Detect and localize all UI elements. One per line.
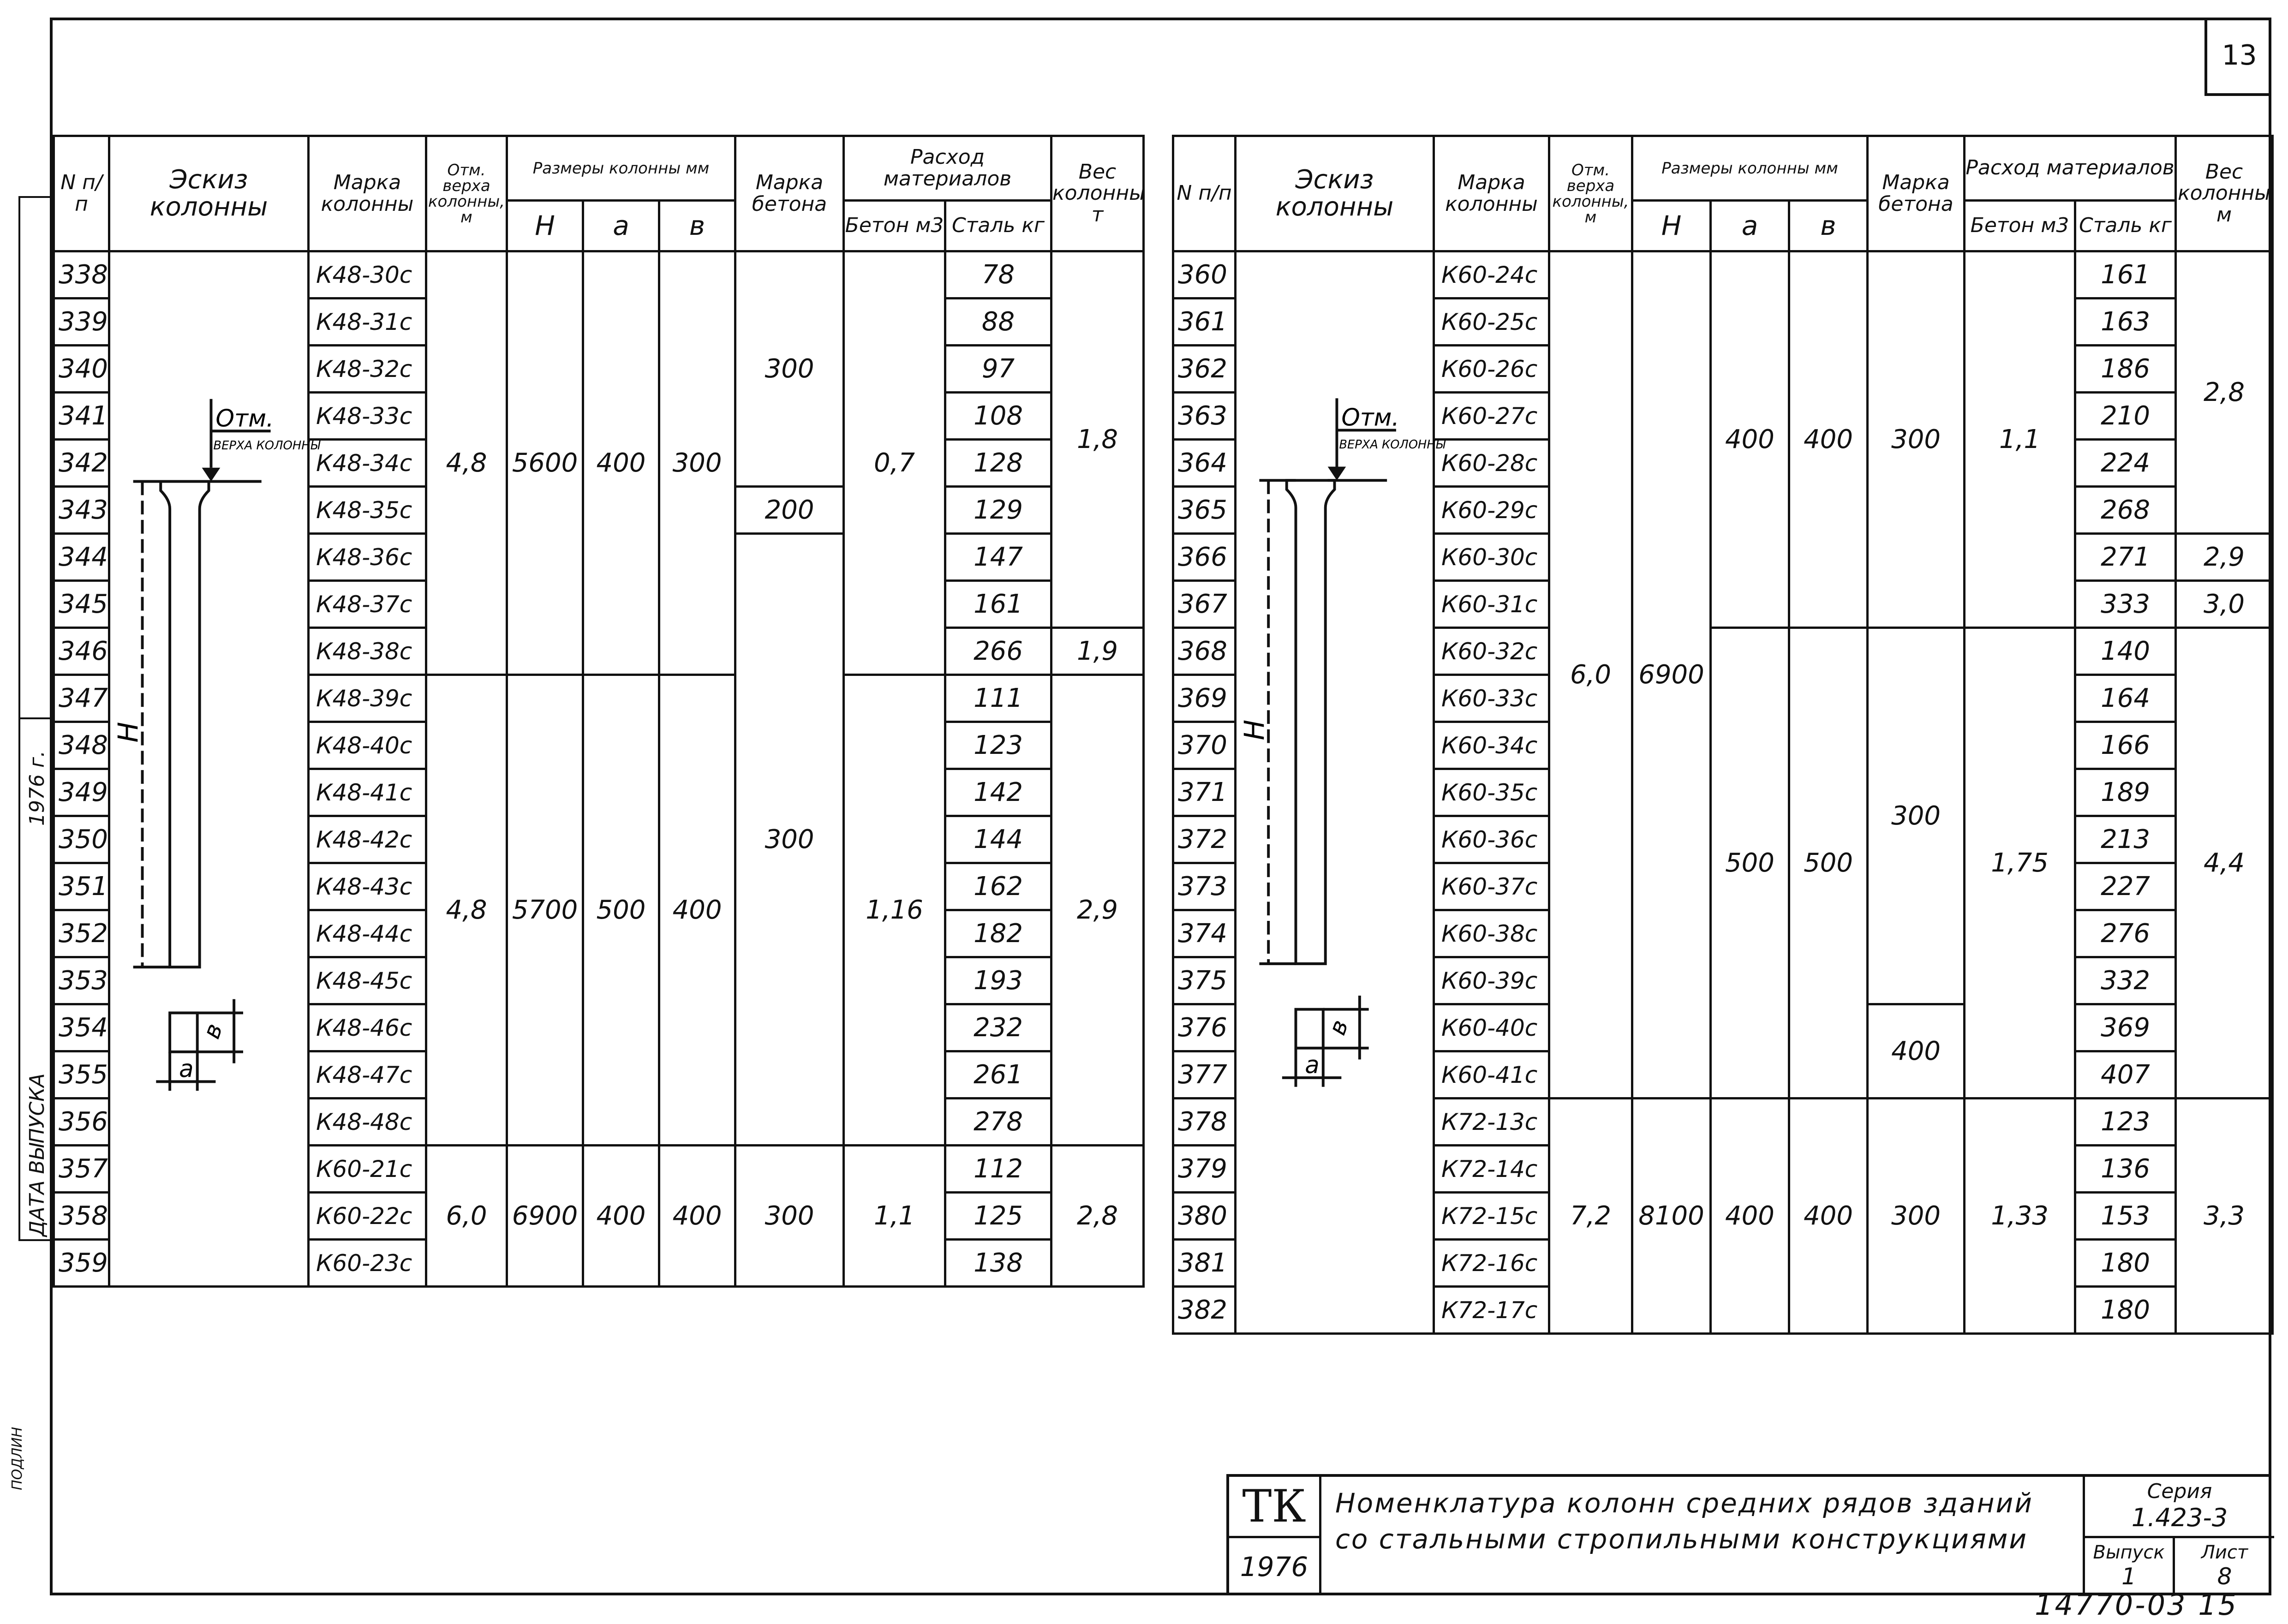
col-steel: Сталь кг <box>945 201 1051 251</box>
steel-value: 162 <box>945 863 1051 910</box>
left-columns-table <box>53 135 1145 1288</box>
steel-value: 88 <box>945 299 1051 346</box>
weight-value: 2,8 <box>1051 1146 1144 1287</box>
steel-value: 333 <box>2075 581 2176 628</box>
H-dimension-label: H <box>113 722 145 743</box>
page-number: 13 <box>2204 18 2271 96</box>
sketch-cell <box>1236 251 1446 1334</box>
steel-value: 138 <box>945 1240 1051 1287</box>
table-row <box>54 251 1144 299</box>
row-number: 366 <box>1173 534 1236 581</box>
sketch-cell <box>109 251 320 1287</box>
H-value: 6900 <box>1632 251 1711 1099</box>
steel-value: 161 <box>2075 251 2176 299</box>
steel-value: 144 <box>945 816 1051 863</box>
margin-divider <box>18 717 50 719</box>
row-number: 353 <box>54 957 109 1004</box>
col-b: в <box>659 201 735 251</box>
col-mark: Марка колонны <box>1434 136 1549 251</box>
row-number: 359 <box>54 1240 109 1287</box>
column-mark: К60-25с <box>1434 299 1549 346</box>
sheet-label: Лист <box>2201 1542 2248 1563</box>
row-number: 346 <box>54 628 109 675</box>
col-H: Н <box>1632 201 1711 251</box>
row-number: 351 <box>54 863 109 910</box>
column-mark: К48-47с <box>309 1051 426 1099</box>
H-value: 5600 <box>507 251 583 675</box>
steel-value: 142 <box>945 769 1051 816</box>
row-number: 373 <box>1173 863 1236 910</box>
concrete-value: 300 <box>1868 1099 1965 1334</box>
steel-value: 112 <box>945 1146 1051 1193</box>
column-mark: К60-31с <box>1434 581 1549 628</box>
beton-value: 1,1 <box>844 1146 945 1287</box>
steel-value: 78 <box>945 251 1051 299</box>
column-mark: К48-45с <box>309 957 426 1004</box>
column-mark: К60-39с <box>1434 957 1549 1004</box>
steel-value: 140 <box>2075 628 2176 675</box>
row-number: 369 <box>1173 675 1236 722</box>
steel-value: 271 <box>2075 534 2176 581</box>
inv-label: ПОДЛИН <box>9 1427 25 1490</box>
column-mark: К60-36с <box>1434 816 1549 863</box>
steel-value: 125 <box>945 1193 1051 1240</box>
row-number: 382 <box>1173 1287 1236 1334</box>
a-dimension-label: a <box>179 1055 194 1083</box>
column-mark: К48-42с <box>309 816 426 863</box>
a-value: 400 <box>583 1146 659 1287</box>
weight-value: 2,9 <box>1051 675 1144 1146</box>
otm-value: 6,0 <box>1549 251 1632 1099</box>
col-sketch: Эскиз колонны <box>1236 136 1434 251</box>
column-mark: К48-40с <box>309 722 426 769</box>
otm-label: Отм. <box>1341 404 1399 432</box>
column-mark: К48-39с <box>309 675 426 722</box>
steel-value: 180 <box>2075 1287 2176 1334</box>
weight-value: 4,4 <box>2176 628 2273 1099</box>
column-sketch <box>110 252 320 1285</box>
col-beton: Бетон м3 <box>1965 201 2075 251</box>
row-number: 364 <box>1173 440 1236 487</box>
col-dims <box>1632 136 1868 201</box>
row-number: 354 <box>54 1004 109 1051</box>
concrete-value: 300 <box>735 251 844 487</box>
otm-value: 7,2 <box>1549 1099 1632 1334</box>
column-mark: К60-22с <box>309 1193 426 1240</box>
column-mark: К48-34с <box>309 440 426 487</box>
column-mark: К60-37с <box>1434 863 1549 910</box>
column-mark: К48-32с <box>309 346 426 393</box>
row-number: 348 <box>54 722 109 769</box>
sheet-title-line2: со стальными стропильными конструкциями <box>1335 1523 2028 1555</box>
concrete-value: 400 <box>1868 1004 1965 1099</box>
row-number: 371 <box>1173 769 1236 816</box>
col-consumption: Расход материалов <box>1965 136 2176 201</box>
steel-value: 97 <box>945 346 1051 393</box>
otm-value: 6,0 <box>426 1146 507 1287</box>
column-mark: К48-44с <box>309 910 426 957</box>
col-otm-label: Отм. верха колонны, м <box>1552 161 1629 227</box>
row-number: 358 <box>54 1193 109 1240</box>
b-value: 300 <box>659 251 735 675</box>
row-number: 372 <box>1173 816 1236 863</box>
a-value: 400 <box>1711 251 1789 628</box>
row-number: 379 <box>1173 1146 1236 1193</box>
beton-value: 0,7 <box>844 251 945 675</box>
series-value: 1.423-3 <box>2131 1503 2228 1532</box>
steel-value: 232 <box>945 1004 1051 1051</box>
column-mark: К60-23с <box>309 1240 426 1287</box>
column-mark: К60-21с <box>309 1146 426 1193</box>
col-otm-label: Отм. верха колонны, м <box>428 161 505 227</box>
row-number: 367 <box>1173 581 1236 628</box>
concrete-value: 300 <box>1868 628 1965 1004</box>
sheet-title-line1: Номенклатура колонн средних рядов зданий <box>1335 1487 2033 1519</box>
concrete-value: 300 <box>735 534 844 1146</box>
a-dimension-label: a <box>1305 1051 1320 1080</box>
row-number: 361 <box>1173 299 1236 346</box>
row-number: 374 <box>1173 910 1236 957</box>
column-mark: К48-48с <box>309 1099 426 1146</box>
row-number: 355 <box>54 1051 109 1099</box>
weight-value: 3,3 <box>2176 1099 2273 1334</box>
weight-value: 2,9 <box>2176 534 2273 581</box>
row-number: 343 <box>54 487 109 534</box>
tk-logo: ТК <box>1229 1477 1321 1538</box>
column-mark: К48-30с <box>309 251 426 299</box>
row-number: 349 <box>54 769 109 816</box>
column-mark: К60-41с <box>1434 1051 1549 1099</box>
column-mark: К48-37с <box>309 581 426 628</box>
otm-value: 4,8 <box>426 251 507 675</box>
a-value: 400 <box>583 251 659 675</box>
H-value: 6900 <box>507 1146 583 1287</box>
column-mark: К48-31с <box>309 299 426 346</box>
column-mark: К48-41с <box>309 769 426 816</box>
steel-value: 227 <box>2075 863 2176 910</box>
col-weight: Вес колонны м <box>2176 136 2273 251</box>
col-otm <box>426 136 507 251</box>
col-consumption: Расход материалов <box>844 136 1051 201</box>
col-weight: Вес колонны т <box>1051 136 1144 251</box>
steel-value: 186 <box>2075 346 2176 393</box>
year-label: 1976 г. <box>25 750 49 826</box>
weight-value: 2,8 <box>2176 251 2273 534</box>
sheet-title <box>1335 1485 2073 1558</box>
b-value: 400 <box>1789 251 1868 628</box>
steel-value: 136 <box>2075 1146 2176 1193</box>
column-sketch <box>1237 252 1446 1332</box>
col-dims-label: Размеры колонны мм <box>1661 159 1838 178</box>
steel-value: 268 <box>2075 487 2176 534</box>
row-number: 356 <box>54 1099 109 1146</box>
a-value: 500 <box>1711 628 1789 1099</box>
date-label: ДАТА ВЫПУСКА <box>25 1073 49 1236</box>
col-steel: Сталь кг <box>2075 201 2176 251</box>
col-b: в <box>1789 201 1868 251</box>
column-mark: К48-43с <box>309 863 426 910</box>
row-number: 378 <box>1173 1099 1236 1146</box>
H-value: 8100 <box>1632 1099 1711 1334</box>
weight-value: 1,8 <box>1051 251 1144 628</box>
a-value: 500 <box>583 675 659 1146</box>
steel-value: 123 <box>945 722 1051 769</box>
column-mark: К48-46с <box>309 1004 426 1051</box>
steel-value: 210 <box>2075 393 2176 440</box>
steel-value: 180 <box>2075 1240 2176 1287</box>
steel-value: 261 <box>945 1051 1051 1099</box>
column-mark: К60-32с <box>1434 628 1549 675</box>
steel-value: 276 <box>2075 910 2176 957</box>
column-mark: К72-13с <box>1434 1099 1549 1146</box>
row-number: 350 <box>54 816 109 863</box>
steel-value: 128 <box>945 440 1051 487</box>
beton-value: 1,16 <box>844 675 945 1146</box>
archive-stamp: 14770-03 15 <box>2035 1588 2239 1622</box>
steel-value: 147 <box>945 534 1051 581</box>
concrete-value: 300 <box>735 1146 844 1287</box>
row-number: 341 <box>54 393 109 440</box>
b-dimension-label: в <box>1323 1016 1354 1039</box>
issue-value: 1 <box>2121 1563 2136 1590</box>
row-number: 362 <box>1173 346 1236 393</box>
b-value: 400 <box>659 1146 735 1287</box>
column-mark: К60-30с <box>1434 534 1549 581</box>
column-mark: К72-15с <box>1434 1193 1549 1240</box>
col-n: N п/п <box>54 136 109 251</box>
sheet-cell <box>2175 1538 2274 1595</box>
col-H: Н <box>507 201 583 251</box>
row-number: 375 <box>1173 957 1236 1004</box>
row-number: 381 <box>1173 1240 1236 1287</box>
column-mark: К72-16с <box>1434 1240 1549 1287</box>
beton-value: 1,33 <box>1965 1099 2075 1334</box>
row-number: 344 <box>54 534 109 581</box>
column-mark: К60-35с <box>1434 769 1549 816</box>
row-number: 340 <box>54 346 109 393</box>
issue-label: Выпуск <box>2093 1542 2165 1563</box>
otm-label: Отм. <box>215 405 274 433</box>
weight-value: 3,0 <box>2176 581 2273 628</box>
col-concrete: Марка бетона <box>735 136 844 251</box>
column-mark: К60-38с <box>1434 910 1549 957</box>
otm-sub-label: ВЕРХА КОЛОННЫ <box>1339 438 1446 452</box>
col-n: N п/п <box>1173 136 1236 251</box>
beton-value: 1,1 <box>1965 251 2075 628</box>
otm-sub-label: ВЕРХА КОЛОННЫ <box>213 439 320 453</box>
concrete-value: 300 <box>1868 251 1965 628</box>
column-mark: К60-29с <box>1434 487 1549 534</box>
column-mark: К60-27с <box>1434 393 1549 440</box>
steel-value: 278 <box>945 1099 1051 1146</box>
row-number: 347 <box>54 675 109 722</box>
b-value: 400 <box>659 675 735 1146</box>
column-mark: К60-33с <box>1434 675 1549 722</box>
steel-value: 166 <box>2075 722 2176 769</box>
steel-value: 161 <box>945 581 1051 628</box>
steel-value: 108 <box>945 393 1051 440</box>
column-mark: К60-26с <box>1434 346 1549 393</box>
steel-value: 182 <box>945 910 1051 957</box>
b-value: 400 <box>1789 1099 1868 1334</box>
row-number: 370 <box>1173 722 1236 769</box>
row-number: 368 <box>1173 628 1236 675</box>
sheet-value: 8 <box>2217 1563 2232 1590</box>
column-mark: К48-38с <box>309 628 426 675</box>
row-number: 342 <box>54 440 109 487</box>
column-mark: К48-35с <box>309 487 426 534</box>
row-number: 380 <box>1173 1193 1236 1240</box>
row-number: 357 <box>54 1146 109 1193</box>
column-mark: К60-24с <box>1434 251 1549 299</box>
concrete-value: 200 <box>735 487 844 534</box>
col-a: а <box>1711 201 1789 251</box>
title-block <box>1226 1474 2271 1595</box>
issue-cell <box>2083 1538 2175 1595</box>
row-number: 352 <box>54 910 109 957</box>
column-mark: К72-14с <box>1434 1146 1549 1193</box>
col-a: а <box>583 201 659 251</box>
steel-value: 193 <box>945 957 1051 1004</box>
col-dims <box>507 136 735 201</box>
column-mark: К48-33с <box>309 393 426 440</box>
column-mark: К60-40с <box>1434 1004 1549 1051</box>
beton-value: 1,75 <box>1965 628 2075 1099</box>
col-beton: Бетон м3 <box>844 201 945 251</box>
column-mark: К60-28с <box>1434 440 1549 487</box>
b-dimension-label: в <box>197 1020 228 1043</box>
steel-value: 369 <box>2075 1004 2176 1051</box>
steel-value: 153 <box>2075 1193 2176 1240</box>
col-dims-label: Размеры колонны мм <box>532 159 710 178</box>
column-mark: К60-34с <box>1434 722 1549 769</box>
col-otm <box>1549 136 1632 251</box>
H-value: 5700 <box>507 675 583 1146</box>
table-row <box>1173 251 2273 299</box>
series-label: Серия <box>2147 1480 2212 1503</box>
title-year: 1976 <box>1229 1538 1321 1595</box>
H-dimension-label: H <box>1238 719 1271 740</box>
row-number: 376 <box>1173 1004 1236 1051</box>
col-concrete: Марка бетона <box>1868 136 1965 251</box>
steel-value: 129 <box>945 487 1051 534</box>
steel-value: 407 <box>2075 1051 2176 1099</box>
row-number: 363 <box>1173 393 1236 440</box>
a-value: 400 <box>1711 1099 1789 1334</box>
column-mark: К72-17с <box>1434 1287 1549 1334</box>
row-number: 339 <box>54 299 109 346</box>
row-number: 365 <box>1173 487 1236 534</box>
steel-value: 111 <box>945 675 1051 722</box>
steel-value: 213 <box>2075 816 2176 863</box>
otm-value: 4,8 <box>426 675 507 1146</box>
row-number: 338 <box>54 251 109 299</box>
col-sketch: Эскиз колонны <box>109 136 309 251</box>
weight-value: 1,9 <box>1051 628 1144 675</box>
steel-value: 224 <box>2075 440 2176 487</box>
col-mark: Марка колонны <box>309 136 426 251</box>
steel-value: 266 <box>945 628 1051 675</box>
b-value: 500 <box>1789 628 1868 1099</box>
steel-value: 332 <box>2075 957 2176 1004</box>
row-number: 377 <box>1173 1051 1236 1099</box>
steel-value: 189 <box>2075 769 2176 816</box>
steel-value: 163 <box>2075 299 2176 346</box>
series-cell <box>2083 1477 2274 1538</box>
steel-value: 123 <box>2075 1099 2176 1146</box>
right-columns-table <box>1172 135 2274 1335</box>
row-number: 360 <box>1173 251 1236 299</box>
steel-value: 164 <box>2075 675 2176 722</box>
row-number: 345 <box>54 581 109 628</box>
column-mark: К48-36с <box>309 534 426 581</box>
